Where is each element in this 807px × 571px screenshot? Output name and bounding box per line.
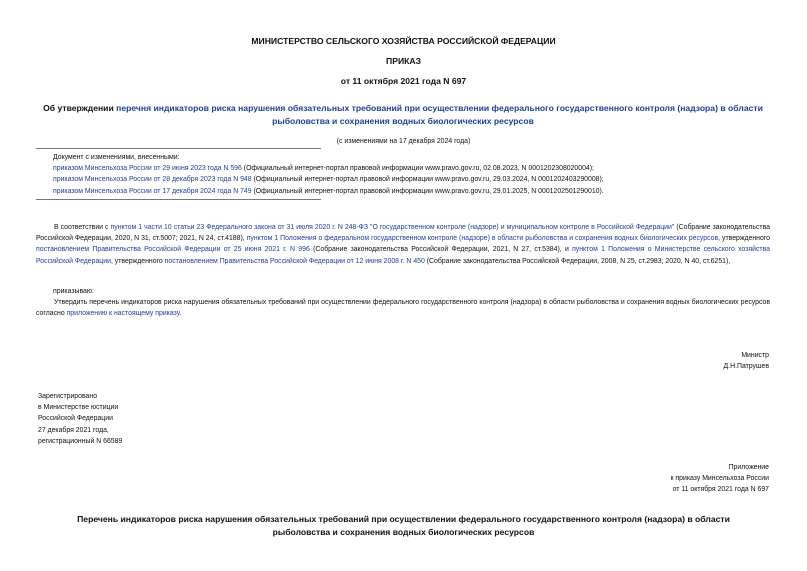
amendment-link[interactable]: приказом Минсельхоза России от 28 декабря 2023 года N 948 <box>53 176 252 184</box>
text: Утвердить перечень индикаторов риска нарушения обязательных требований при осуществлении федерального государственного контроля (надзора) в области рыболовства и сохранения водных биологических ресурсов согласно <box>36 299 770 318</box>
appendix-line: от 11 октября 2021 года N 697 <box>672 486 769 494</box>
order-word: приказываю: <box>53 288 94 295</box>
registration-line: Зарегистрировано <box>38 393 98 400</box>
changes-block <box>53 152 783 197</box>
order-paragraph <box>36 297 770 319</box>
registration-line: в Министерстве юстиции <box>38 404 119 412</box>
registration-block <box>38 391 122 447</box>
ministry-name: МИНИСТЕРСТВО СЕЛЬСКОГО ХОЗЯЙСТВА РОССИЙСКОЙ ФЕДЕРАЦИИ <box>251 36 556 46</box>
text: В соответствии с <box>54 224 111 231</box>
divider-bottom <box>36 199 321 200</box>
decree-link[interactable]: постановлением Правительства Российской Федерации от 12 июня 2008 г. N 450 <box>164 257 425 265</box>
title-prefix: Об утверждении <box>43 103 117 113</box>
registration-line: Российской Федерации <box>38 415 113 423</box>
amendment-link[interactable]: приказом Минсельхоза России от 29 июня 2023 года N 596 <box>53 165 242 173</box>
text: (Собрание законодательства Российской Федерации, 2008, N 25, ст.2983; 2020, N 40, ст.6251), <box>424 257 731 265</box>
registration-line: 27 декабря 2021 года, <box>38 426 109 434</box>
order-date-number: от 11 октября 2021 года N 697 <box>340 76 467 86</box>
changes-item <box>53 163 783 174</box>
signature-block <box>724 350 769 372</box>
text: , утвержденного <box>718 235 770 243</box>
signature-position: Министр <box>741 352 769 359</box>
changes-item <box>53 174 783 185</box>
decree-link[interactable]: постановлением Правительства Российской Федерации от 25 июня 2021 г. N 996 <box>36 246 310 254</box>
law-link[interactable]: пунктом 1 части 10 статьи 23 Федерального закона от 31 июля 2020 г. N 248-ФЗ "О государственном контроле (надзоре) и муниципальном контроле в Российской Федерации" <box>110 224 675 231</box>
document-type: ПРИКАЗ <box>386 56 421 66</box>
appendix-line: Приложение <box>728 464 769 471</box>
changes-heading: Документ с изменениями, внесенными: <box>53 154 180 161</box>
appendix-line: к приказу Минсельхоза России <box>670 475 769 483</box>
amendment-source: (Официальный интернет-портал правовой информации www.pravo.gov.ru, 29.01.2025, N 0001202501290010). <box>251 187 604 195</box>
regulation-link[interactable]: пунктом 1 Положения о федеральном государственном контроле (надзоре) в области рыболовства и сохранения водных биологических ресурсов <box>246 235 719 243</box>
preamble-paragraph <box>36 222 770 267</box>
text: . <box>179 310 182 318</box>
amendment-source: (Официальный интернет-портал правовой информации www.pravo.gov.ru, 02.08.2023, N 0001202308020004); <box>241 165 594 173</box>
text: (Собрание законодательства Российской Федерации, 2021, N 27, ст.5384), и <box>309 246 573 254</box>
text: (Собрание законодательства Российской Федерации, 2020, N 31, ст.5007; 2021, N 24, ст.4188), <box>36 224 770 243</box>
amendment-source: (Официальный интернет-портал правовой информации www.pravo.gov.ru, 29.03.2024, N 0001202403290008); <box>251 176 604 184</box>
amendment-link[interactable]: приказом Минсельхоза России от 17 декабря 2024 года N 749 <box>53 187 252 195</box>
registration-line: регистрационный N 66589 <box>38 437 123 445</box>
revision-note: (с изменениями на 17 декабря 2024 года) <box>336 138 471 145</box>
page-title <box>28 102 778 128</box>
text: , утвержденного <box>110 257 165 265</box>
ministry-regulation-link[interactable]: пунктом 1 Положения о Министерстве сельского хозяйства Российской Федерации <box>36 246 770 265</box>
appendix-header <box>670 462 769 496</box>
signature-name: Д.Н.Патрушев <box>723 363 769 371</box>
changes-item <box>53 186 783 197</box>
appendix-title: Перечень индикаторов риска нарушения обязательных требований при осуществлении федерального государственного контроля (надзора) в области рыболовства и сохранения водных биологических ресурсов <box>77 514 730 537</box>
divider-top <box>36 148 321 149</box>
title-link[interactable]: перечня индикаторов риска нарушения обязательных требований при осуществлении федерального государственного контроля (надзора) в области рыболовства и сохранения водных биологических ресурсов <box>116 103 763 126</box>
appendix-link[interactable]: приложению к настоящему приказу <box>66 310 180 318</box>
